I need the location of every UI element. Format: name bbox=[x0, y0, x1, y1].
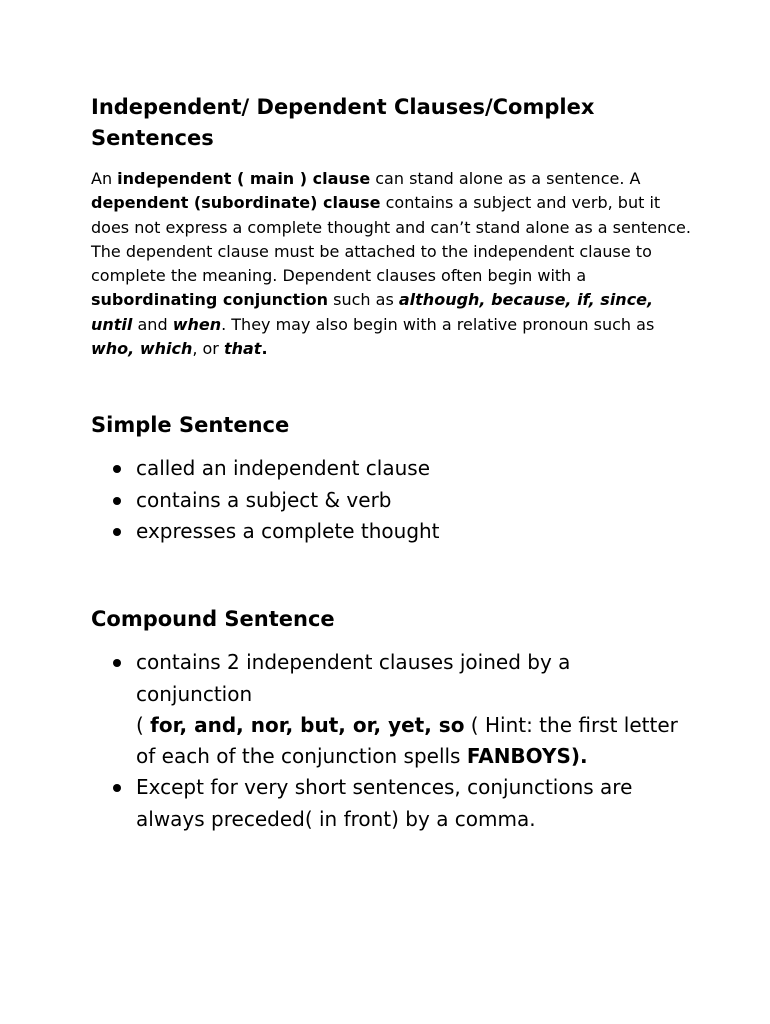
list-item bbox=[91, 516, 681, 547]
list-item bbox=[91, 453, 681, 484]
simple-sentence-heading: Simple Sentence bbox=[91, 413, 290, 438]
bullet-icon bbox=[113, 528, 121, 536]
intro-text: An bbox=[91, 169, 118, 188]
simple-sentence-list bbox=[91, 453, 710, 547]
list-item-text: ( bbox=[136, 712, 151, 737]
list-item bbox=[91, 485, 681, 516]
intro-text: can stand alone as a sentence. A bbox=[370, 169, 641, 188]
bullet-icon bbox=[113, 784, 121, 792]
list-item-text: called an independent clause bbox=[136, 456, 431, 481]
that-example: that bbox=[223, 339, 262, 359]
page-title: Independent/ Dependent Clauses/Complex Sentences bbox=[91, 95, 595, 150]
intro-paragraph bbox=[91, 167, 691, 361]
dependent-clause-term: dependent (subordinate) clause bbox=[91, 193, 381, 213]
independent-clause-term: independent ( main ) clause bbox=[117, 169, 371, 188]
subordinating-conjunction-term: subordinating conjunction bbox=[91, 290, 329, 310]
fanboys-acronym: FANBOYS). bbox=[466, 744, 588, 769]
when-example: when bbox=[172, 314, 222, 334]
coordinating-conjunctions: for, and, nor, but, or, yet, so bbox=[150, 712, 465, 737]
intro-text: . They may also begin with a relative pronoun such as bbox=[221, 314, 655, 334]
list-item-text: expresses a complete thought bbox=[136, 518, 440, 543]
list-item-text: Except for very short sentences, conjunctions are always preceded( in front) by a comma. bbox=[136, 775, 633, 831]
bullet-icon bbox=[113, 465, 121, 473]
intro-text: , or bbox=[192, 339, 224, 359]
list-item bbox=[91, 772, 681, 835]
hint-text: ( Hint: the first letter of each of the conjunction spells bbox=[136, 712, 678, 769]
intro-text: contains a subject and verb, but it does not express a complete thought and can’t stand alone as a sentence. The dependent clause must be attached to the independent clause to complete the meaning. Dependent clauses often begin with a bbox=[91, 193, 691, 286]
list-item bbox=[91, 647, 681, 772]
pronoun-examples: who, which bbox=[91, 339, 193, 359]
bullet-icon bbox=[113, 659, 121, 667]
bullet-icon bbox=[113, 497, 121, 505]
compound-sentence-list bbox=[91, 647, 710, 835]
list-item-text: contains 2 independent clauses joined by a conjunction bbox=[136, 650, 571, 706]
intro-period: . bbox=[261, 339, 268, 359]
intro-text: such as bbox=[328, 290, 399, 310]
conjunction-examples: although, because, if, since, until bbox=[91, 290, 654, 334]
intro-text: and bbox=[132, 314, 173, 334]
compound-sentence-heading: Compound Sentence bbox=[91, 607, 335, 632]
list-item-text: contains a subject & verb bbox=[136, 487, 392, 512]
